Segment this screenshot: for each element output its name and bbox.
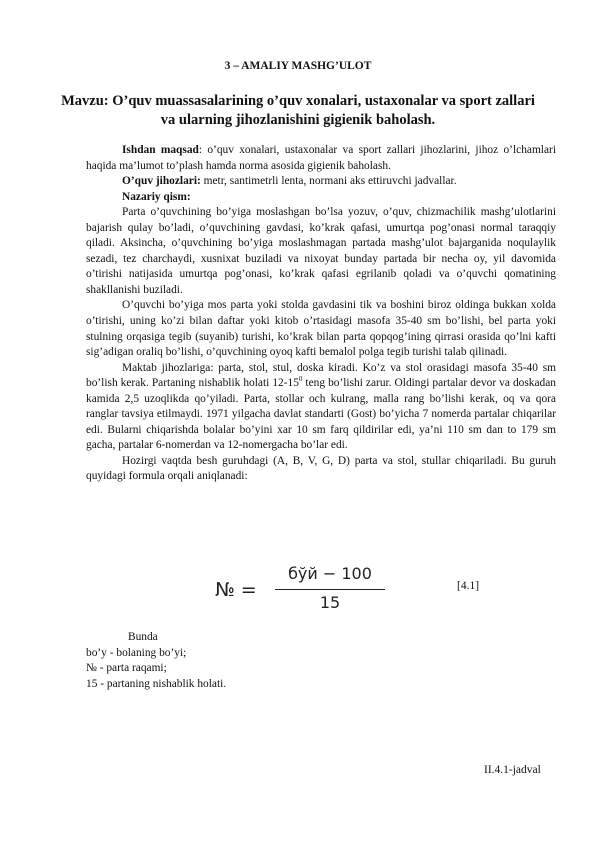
paragraph-3 — [86, 361, 556, 454]
aim-label: Ishdan maqsad — [122, 144, 199, 156]
paragraph-3-part-b: teng bo’lishi zarur. Oldingi partalar devor va doskadan kamida 2,5 uzoqlikda qo’yiladi. Parta, stollar och kulrang, malla rang bo’lishi kerak, oq va qora ranglar tavsiya etilmaydi. 1971 yilgacha davlat standarti (Gost) bo’yicha 7 nomerda partalar chiqarilar edi. Bularni chiqarishda bolalar bo’yini xar 10 sm farq qildirilar edi, ya’ni 110 sm dan to 179 sm gacha, partalar 6-nomerdan va 12-nomergacha bo’lar edi. — [86, 377, 556, 452]
theory-label-paragraph — [86, 190, 556, 206]
equipment-paragraph — [86, 174, 556, 190]
definitions — [86, 630, 226, 692]
formula — [215, 564, 385, 614]
definition-item: 15 - partaning nishablik holati. — [86, 677, 227, 690]
paragraph-1: Parta o’quvchining bo’yiga moslashgan bo’lsa yozuv, o’quv, chizmachilik mashg’ulotlarini bajarish qulay bo’ladi, o’quvchining gavdasi, ko’krak qafasi, umurtqa pog’onasi normal taraqqiy qiladi. Aksincha, o’quvchining bo’yiga moslashmagan partada mashg’ulot bajarganida noqulaylik sezadi, tez charchaydi, xusnixat buziladi va nixoyat bunday partada bir necha oy, yil davomida o’tirishi natijasida umurtqa pog’onasi, ko’krak qafasi egrilanib qoladi va o’quvchi qomatining shakllanishi buziladi. — [86, 206, 556, 296]
table-reference: II.4.1-jadval — [484, 764, 541, 776]
aim-paragraph — [86, 143, 556, 174]
topic-title: Mavzu: O’quv muassasalarining o’quv xonalari, ustaxonalar va sport zallari va ularning jihozlanishini gigienik baholash. — [61, 93, 535, 128]
fraction-line — [275, 589, 385, 590]
definition-item: № - parta raqami; — [86, 662, 167, 675]
theory-label: Nazariy qism: — [122, 190, 191, 203]
aim-text: : o’quv xonalari, ustaxonalar va sport zallari jihozlarini, jihoz o’lchamlari haqida ma’lumot to’plash hamda norma asosida gigienik baholash. — [86, 144, 556, 172]
document-body — [86, 143, 556, 485]
equipment-label: O’quv jihozlari: — [122, 175, 201, 188]
paragraph-3-part-a: Maktab jihozlariga: parta, stol, stul, doska kiradi. Ko’z va stol orasidagi masofa 35-40 sm bo’lish kerak. Partaning nishablik holati 12-15 — [86, 361, 556, 390]
degree-superscript: 0 — [298, 375, 303, 384]
definition-item: bo’y - bolaning bo’yi; — [86, 646, 187, 659]
paragraph-2: O’quvchi bo’yiga mos parta yoki stolda gavdasini tik va boshini biroz oldinga bukkan xolda o’tirishi, uning ko’zi bilan daftar yoki kitob o’rtasidagi masofa 35-40 sm bo’lishi, bel parta yoki stulning orqasiga tegib (suyanib) turishi, ko’krak bilan parta qopqog’ining qirrasi orasida qo’lni kafti sig’adigan oraliq bo’lishi, o’quvchining oyoq kafti bemalol polga tegib turishi talab qilinadi. — [86, 299, 556, 359]
formula-denominator: 15 — [319, 593, 341, 612]
paragraph-4: Hozirgi vaqtda besh guruhdagi (A, B, V, G, D) parta va stol, stullar chiqariladi. Bu guruh quyidagi formula orqali aniqlanadi: — [86, 454, 556, 483]
equipment-text: metr, santimetrli lenta, normani aks ettiruvchi jadvallar. — [200, 175, 457, 188]
formula-number: [4.1] — [457, 580, 480, 592]
formula-lhs: № = — [215, 579, 257, 601]
practice-heading: 3 – AMALIY MASHG’ULOT — [224, 60, 372, 72]
definitions-intro: Bunda — [128, 631, 158, 643]
formula-numerator: бўй − 100 — [288, 564, 372, 583]
